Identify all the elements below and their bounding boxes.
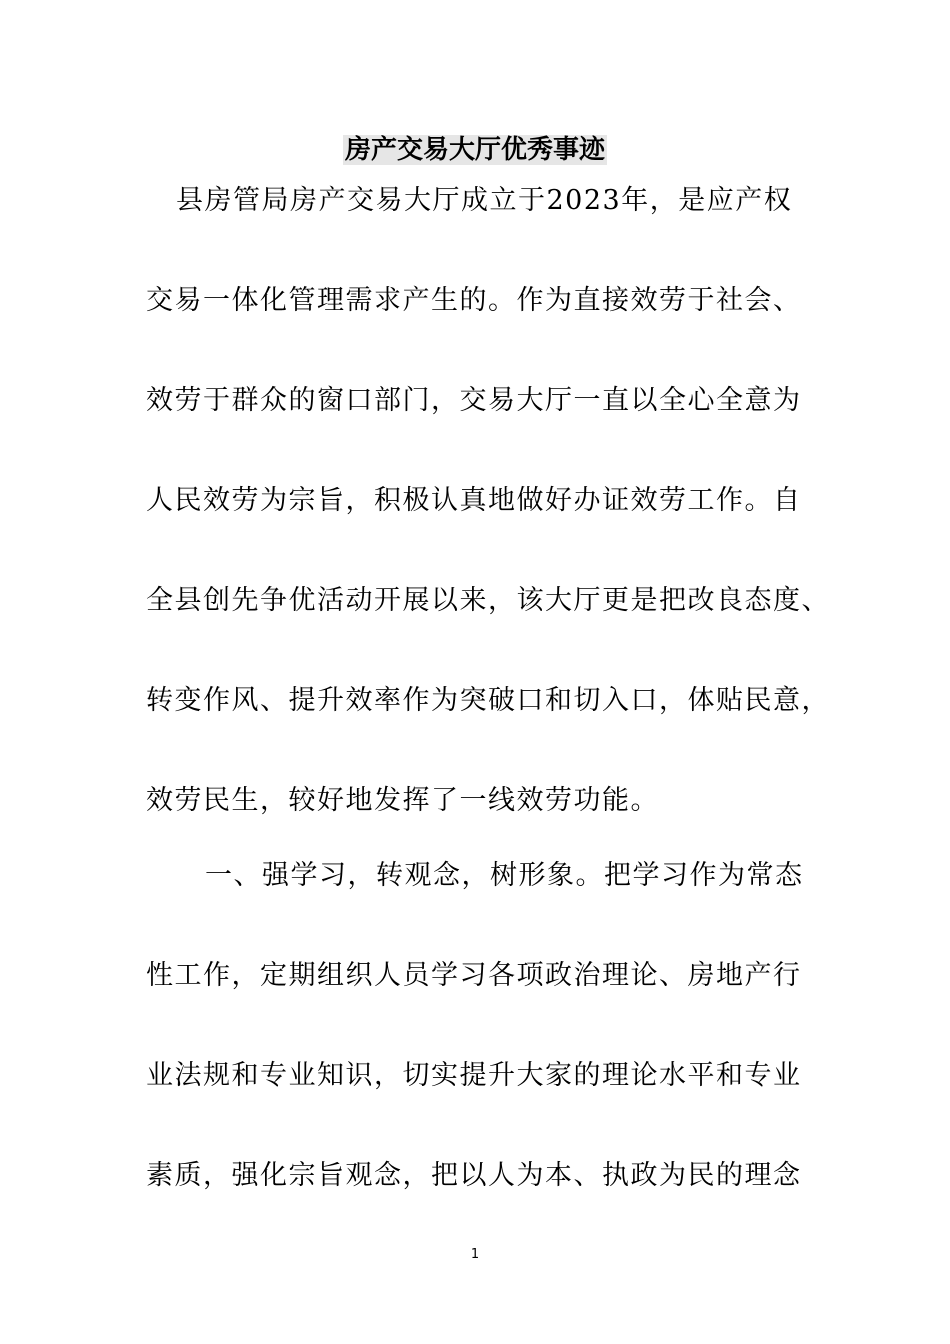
paragraph-line-5: 全县创先争优活动开展以来，该大厅更是把改良态度、 <box>146 585 830 616</box>
paragraph-line-9: 性工作，定期组织人员学习各项政治理论、房地产行 <box>146 960 802 991</box>
paragraph-line-4: 人民效劳为宗旨，积极认真地做好办证效劳工作。自 <box>146 485 802 516</box>
document-title <box>0 132 950 168</box>
paragraph-line-10: 业法规和专业知识，切实提升大家的理论水平和专业 <box>146 1060 802 1091</box>
paragraph-line-2: 交易一体化管理需求产生的。作为直接效劳于社会、 <box>146 285 802 316</box>
title-text: 房产交易大厅优秀事迹 <box>344 135 605 165</box>
paragraph-line-6: 转变作风、提升效率作为突破口和切入口，体贴民意， <box>146 685 830 716</box>
page-number: 1 <box>470 1247 480 1262</box>
paragraph-line-3: 效劳于群众的窗口部门，交易大厅一直以全心全意为 <box>146 385 802 416</box>
paragraph-line-11: 素质，强化宗旨观念，把以人为本、执政为民的理念 <box>146 1160 802 1191</box>
paragraph-line-8: 一、强学习，转观念，树形象。把学习作为常态 <box>205 860 804 891</box>
paragraph-line-7: 效劳民生，较好地发挥了一线效劳功能。 <box>146 785 659 816</box>
paragraph-line-1: 县房管局房产交易大厅成立于2023年，是应产权 <box>176 185 793 216</box>
